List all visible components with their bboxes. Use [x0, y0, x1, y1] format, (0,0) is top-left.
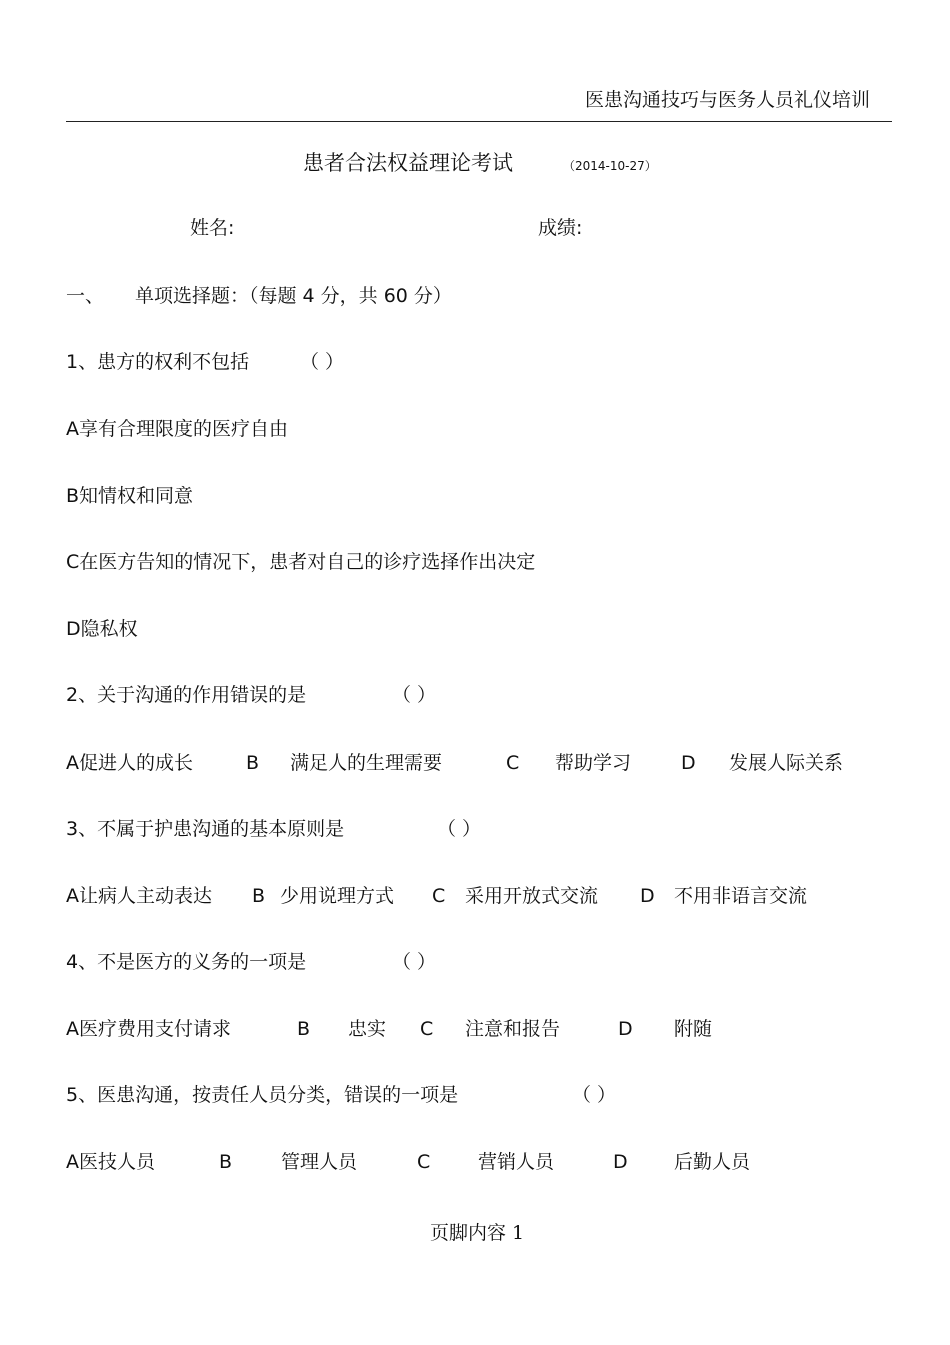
question-5-option-d-letter: D — [613, 1151, 628, 1173]
question-3-option-c: 采用开放式交流 — [465, 885, 599, 907]
question-2-stem: 2、关于沟通的作用错误的是 — [66, 684, 307, 706]
question-2-blank: （ ） — [392, 684, 437, 706]
exam-title: 患者合法权益理论考试 — [303, 151, 513, 175]
question-1-option-b: B知情权和同意 — [66, 485, 194, 507]
exam-date: （2014-10-27） — [563, 159, 657, 173]
question-3-option-a: A让病人主动表达 — [66, 885, 212, 907]
question-3-option-c-letter: C — [432, 885, 446, 907]
question-2-option-d-letter: D — [681, 752, 696, 774]
section-number: 一、 — [66, 285, 105, 307]
header-divider — [66, 121, 892, 122]
running-header: 医患沟通技巧与医务人员礼仪培训 — [584, 89, 870, 111]
question-4-option-d-letter: D — [618, 1018, 633, 1040]
question-1-blank: （ ） — [300, 351, 345, 373]
question-2-option-d: 发展人际关系 — [729, 752, 844, 774]
question-5-option-b: 管理人员 — [281, 1151, 358, 1173]
question-5-option-b-letter: B — [219, 1151, 233, 1173]
section-heading: 单项选择题：（每题 4 分，共 60 分） — [135, 285, 452, 307]
question-2-option-c: 帮助学习 — [555, 752, 632, 774]
question-5-option-d: 后勤人员 — [674, 1151, 751, 1173]
question-3-blank: （ ） — [437, 818, 482, 840]
question-5-option-c-letter: C — [417, 1151, 431, 1173]
question-3-option-b: 少用说理方式 — [280, 885, 395, 907]
page-footer: 页脚内容 1 — [430, 1222, 525, 1244]
question-5-blank: （ ） — [572, 1084, 617, 1106]
question-4-stem: 4、不是医方的义务的一项是 — [66, 951, 307, 973]
question-1-option-d: D隐私权 — [66, 618, 138, 640]
question-2-option-c-letter: C — [506, 752, 520, 774]
score-label: 成绩: — [538, 217, 583, 239]
question-3-option-d: 不用非语言交流 — [674, 885, 808, 907]
question-1-option-a: A享有合理限度的医疗自由 — [66, 418, 288, 440]
question-5-option-a: A医技人员 — [66, 1151, 155, 1173]
question-1-option-c: C在医方告知的情况下，患者对自己的诊疗选择作出决定 — [66, 551, 536, 573]
question-5-stem: 5、医患沟通，按责任人员分类，错误的一项是 — [66, 1084, 459, 1106]
question-2-option-a: A促进人的成长 — [66, 752, 193, 774]
question-3-option-d-letter: D — [640, 885, 655, 907]
question-4-option-d: 附随 — [674, 1018, 713, 1040]
question-2-option-b: 满足人的生理需要 — [290, 752, 443, 774]
question-4-blank: （ ） — [392, 951, 437, 973]
question-4-option-c-letter: C — [420, 1018, 434, 1040]
question-3-stem: 3、不属于护患沟通的基本原则是 — [66, 818, 345, 840]
question-4-option-c: 注意和报告 — [465, 1018, 561, 1040]
name-label: 姓名: — [190, 217, 235, 239]
question-5-option-c: 营销人员 — [478, 1151, 555, 1173]
question-4-option-b: 忠实 — [348, 1018, 387, 1040]
question-4-option-a: A医疗费用支付请求 — [66, 1018, 231, 1040]
question-3-option-b-letter: B — [252, 885, 266, 907]
question-2-option-b-letter: B — [246, 752, 260, 774]
question-4-option-b-letter: B — [297, 1018, 311, 1040]
question-1-stem: 1、患方的权利不包括 — [66, 351, 250, 373]
